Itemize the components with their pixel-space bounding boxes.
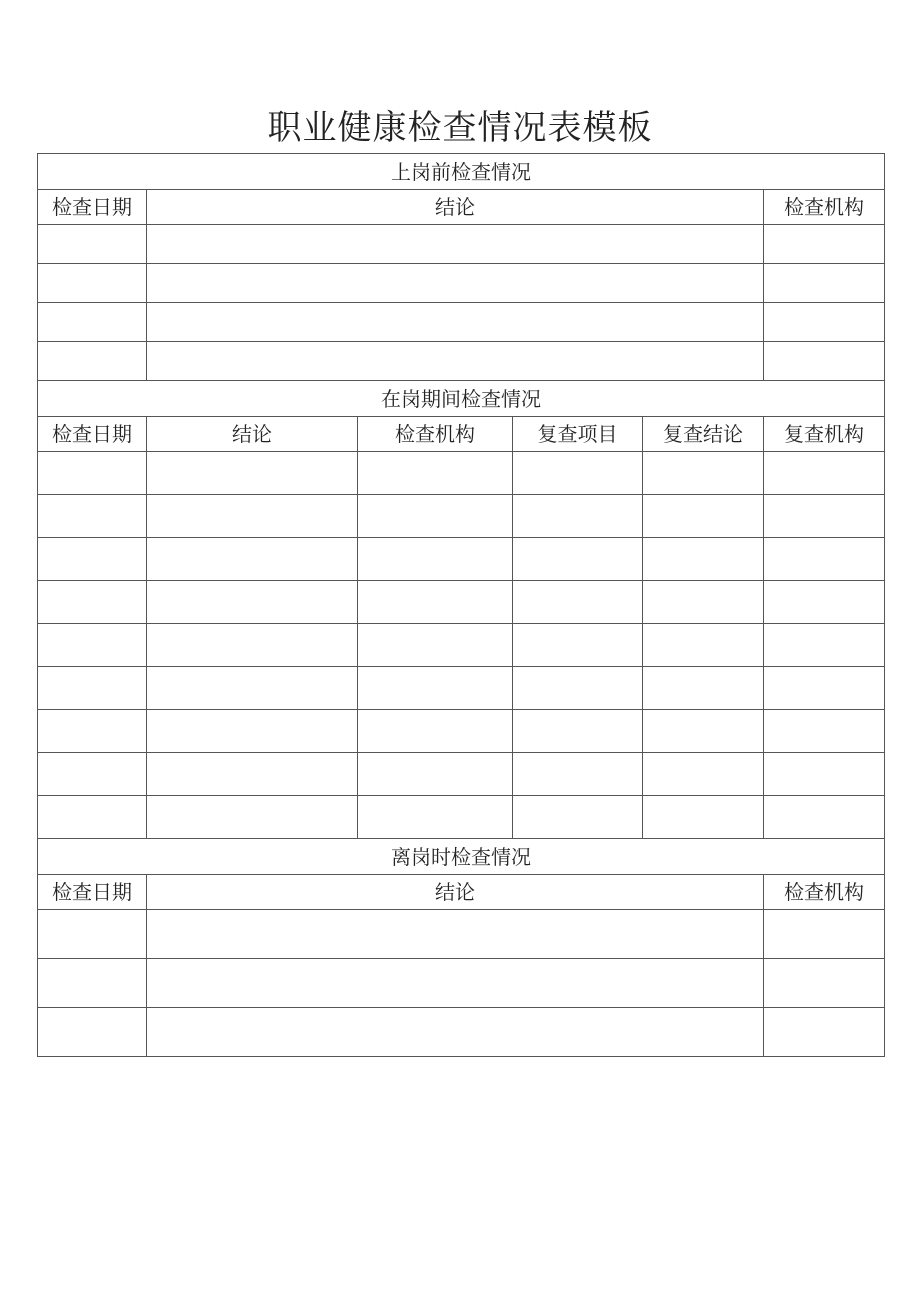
during-cell[interactable] xyxy=(513,796,643,839)
pre-cell-date[interactable] xyxy=(38,225,147,264)
during-cell[interactable] xyxy=(38,495,147,538)
pre-header-conclusion: 结论 xyxy=(147,190,764,225)
during-cell[interactable] xyxy=(147,452,358,495)
table-row xyxy=(38,495,885,538)
pre-cell-institution[interactable] xyxy=(764,303,885,342)
during-header-recheck-item: 复查项目 xyxy=(513,417,643,452)
during-cell[interactable] xyxy=(38,710,147,753)
during-cell[interactable] xyxy=(358,667,513,710)
during-cell[interactable] xyxy=(764,796,885,839)
during-cell[interactable] xyxy=(147,667,358,710)
during-cell[interactable] xyxy=(643,581,764,624)
during-header-recheck-institution: 复查机构 xyxy=(764,417,885,452)
during-cell[interactable] xyxy=(643,710,764,753)
table-row xyxy=(38,710,885,753)
pre-cell-conclusion[interactable] xyxy=(147,225,764,264)
exit-cell-institution[interactable] xyxy=(764,910,885,959)
exit-section-title: 离岗时检查情况 xyxy=(38,839,885,875)
exit-cell-institution[interactable] xyxy=(764,959,885,1008)
during-cell[interactable] xyxy=(147,753,358,796)
during-cell[interactable] xyxy=(147,538,358,581)
during-cell[interactable] xyxy=(358,495,513,538)
table-row xyxy=(38,796,885,839)
during-cell[interactable] xyxy=(643,667,764,710)
exit-header-institution: 检查机构 xyxy=(764,875,885,910)
during-header-conclusion: 结论 xyxy=(147,417,358,452)
during-cell[interactable] xyxy=(643,796,764,839)
table-row xyxy=(38,538,885,581)
exit-cell-conclusion[interactable] xyxy=(147,959,764,1008)
during-cell[interactable] xyxy=(38,667,147,710)
exit-cell-date[interactable] xyxy=(38,1008,147,1057)
during-cell[interactable] xyxy=(513,495,643,538)
table-row xyxy=(38,753,885,796)
pre-cell-date[interactable] xyxy=(38,303,147,342)
exit-cell-conclusion[interactable] xyxy=(147,1008,764,1057)
exit-cell-conclusion[interactable] xyxy=(147,910,764,959)
table-row xyxy=(38,581,885,624)
table-row xyxy=(38,624,885,667)
during-cell[interactable] xyxy=(358,753,513,796)
table-row xyxy=(38,342,885,381)
during-cell[interactable] xyxy=(764,624,885,667)
exit-header-conclusion: 结论 xyxy=(147,875,764,910)
during-cell[interactable] xyxy=(358,624,513,667)
table-row xyxy=(38,264,885,303)
during-cell[interactable] xyxy=(358,796,513,839)
exit-cell-date[interactable] xyxy=(38,959,147,1008)
during-cell[interactable] xyxy=(358,581,513,624)
during-cell[interactable] xyxy=(147,581,358,624)
during-cell[interactable] xyxy=(147,796,358,839)
pre-section-title: 上岗前检查情况 xyxy=(38,154,885,190)
during-cell[interactable] xyxy=(643,452,764,495)
health-check-table xyxy=(37,153,885,1057)
pre-cell-conclusion[interactable] xyxy=(147,264,764,303)
exit-header-row xyxy=(38,875,885,910)
pre-cell-institution[interactable] xyxy=(764,264,885,303)
table-row xyxy=(38,667,885,710)
during-cell[interactable] xyxy=(764,452,885,495)
during-header-recheck-conclusion: 复查结论 xyxy=(643,417,764,452)
during-cell[interactable] xyxy=(764,667,885,710)
pre-header-row xyxy=(38,190,885,225)
during-cell[interactable] xyxy=(38,452,147,495)
document-title: 职业健康检查情况表模板 xyxy=(267,108,653,148)
pre-cell-date[interactable] xyxy=(38,342,147,381)
during-cell[interactable] xyxy=(513,538,643,581)
during-cell[interactable] xyxy=(513,452,643,495)
exit-header-date: 检查日期 xyxy=(38,875,147,910)
during-cell[interactable] xyxy=(643,624,764,667)
table-row xyxy=(38,452,885,495)
during-header-date: 检查日期 xyxy=(38,417,147,452)
during-cell[interactable] xyxy=(147,624,358,667)
during-cell[interactable] xyxy=(147,495,358,538)
table-row xyxy=(38,1008,885,1057)
during-cell[interactable] xyxy=(513,624,643,667)
pre-header-date: 检查日期 xyxy=(38,190,147,225)
during-cell[interactable] xyxy=(38,581,147,624)
during-header-row xyxy=(38,417,885,452)
during-cell[interactable] xyxy=(358,452,513,495)
during-section-title: 在岗期间检查情况 xyxy=(38,381,885,417)
during-cell[interactable] xyxy=(38,753,147,796)
pre-header-institution: 检查机构 xyxy=(764,190,885,225)
during-section-title-row xyxy=(38,381,885,417)
table-row xyxy=(38,910,885,959)
pre-section-title-row xyxy=(38,154,885,190)
during-cell[interactable] xyxy=(764,538,885,581)
pre-cell-conclusion[interactable] xyxy=(147,342,764,381)
during-cell[interactable] xyxy=(643,495,764,538)
during-cell[interactable] xyxy=(643,538,764,581)
during-cell[interactable] xyxy=(358,710,513,753)
during-cell[interactable] xyxy=(764,710,885,753)
during-cell[interactable] xyxy=(513,667,643,710)
during-cell[interactable] xyxy=(513,710,643,753)
during-cell[interactable] xyxy=(38,538,147,581)
pre-cell-institution[interactable] xyxy=(764,342,885,381)
exit-cell-date[interactable] xyxy=(38,910,147,959)
during-cell[interactable] xyxy=(764,753,885,796)
table-row xyxy=(38,303,885,342)
during-cell[interactable] xyxy=(513,753,643,796)
during-cell[interactable] xyxy=(764,581,885,624)
table-row xyxy=(38,225,885,264)
during-cell[interactable] xyxy=(147,710,358,753)
pre-cell-institution[interactable] xyxy=(764,225,885,264)
during-cell[interactable] xyxy=(358,538,513,581)
during-cell[interactable] xyxy=(764,495,885,538)
exit-cell-institution[interactable] xyxy=(764,1008,885,1057)
during-cell[interactable] xyxy=(38,796,147,839)
during-cell[interactable] xyxy=(38,624,147,667)
during-cell[interactable] xyxy=(513,581,643,624)
pre-cell-date[interactable] xyxy=(38,264,147,303)
exit-section-title-row xyxy=(38,839,885,875)
during-header-institution: 检查机构 xyxy=(358,417,513,452)
during-cell[interactable] xyxy=(643,753,764,796)
table-row xyxy=(38,959,885,1008)
pre-cell-conclusion[interactable] xyxy=(147,303,764,342)
